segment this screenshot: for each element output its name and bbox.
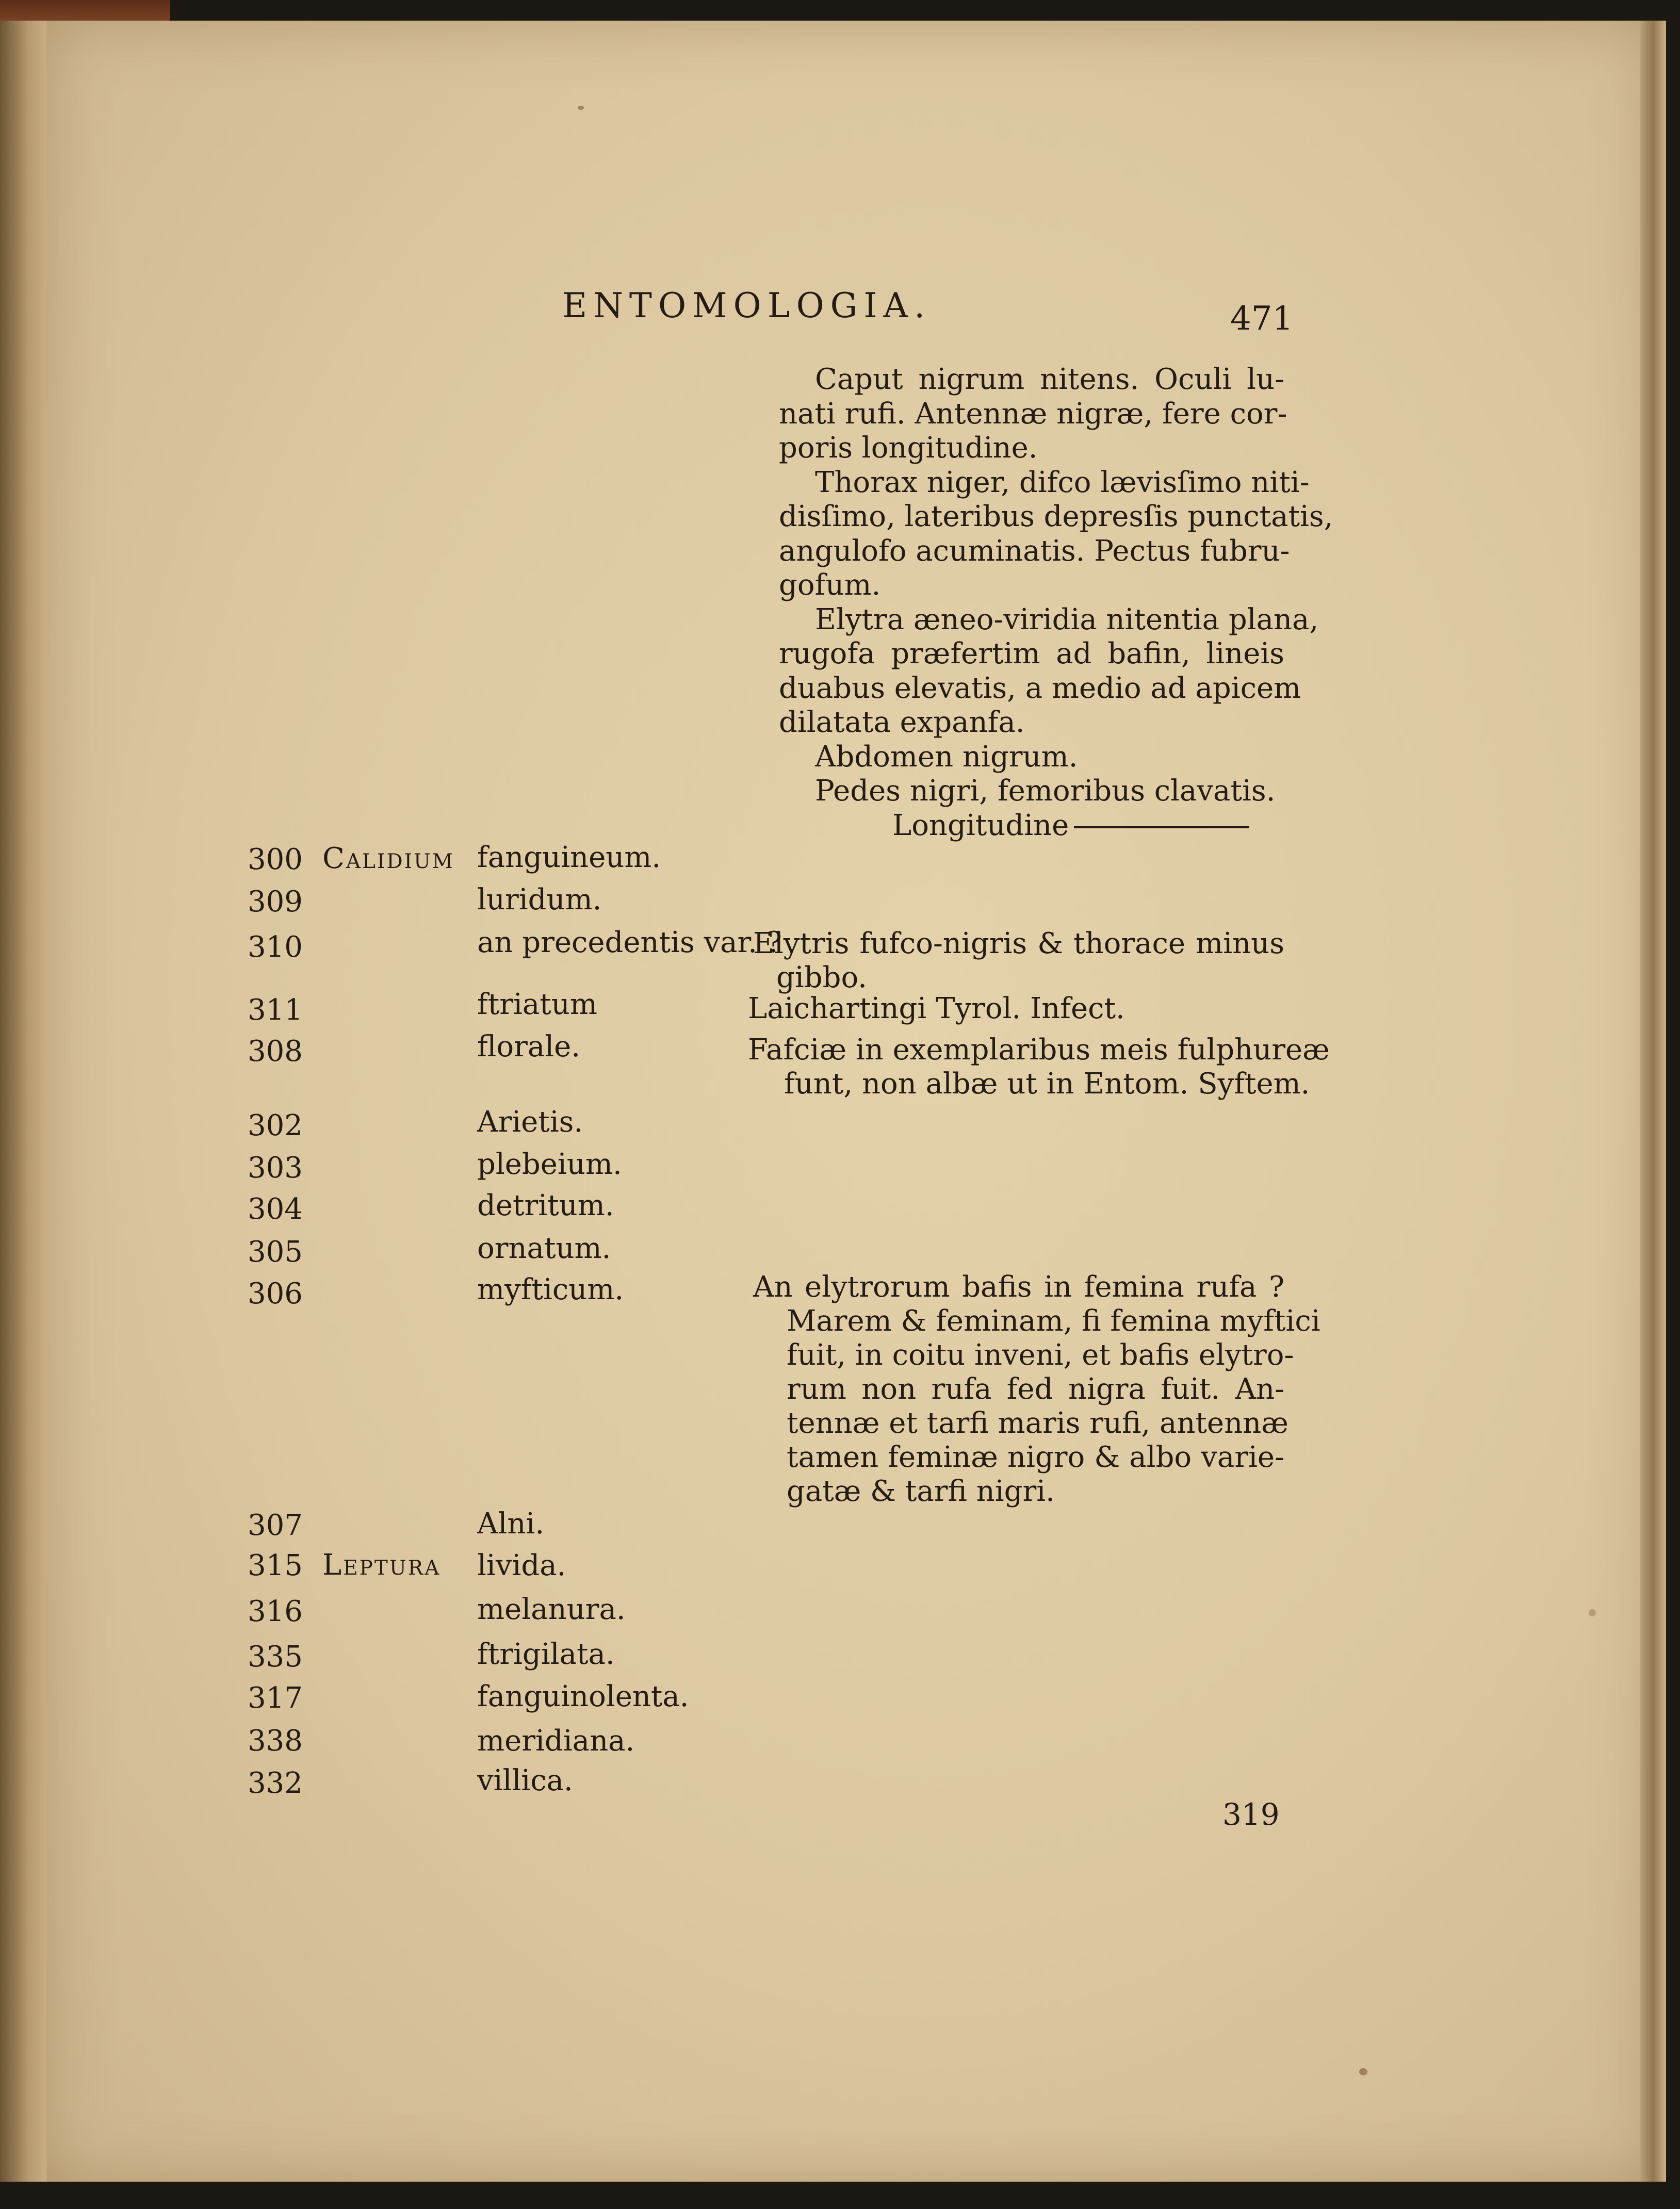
entry-number: 316: [248, 1595, 303, 1628]
description-line: [779, 809, 1284, 843]
entry-number: 307: [248, 1509, 303, 1542]
entry-number: 310: [248, 930, 303, 964]
species-name: fanguinolenta.: [477, 1680, 689, 1713]
genus-name: Calidium: [322, 842, 454, 875]
note-311: [748, 992, 1279, 1026]
note-line: rum non rufa fed nigra fuit. An-: [787, 1372, 1284, 1406]
measurement-blank: [1074, 826, 1249, 828]
species-name: myfticum.: [477, 1273, 624, 1306]
book-spine: [0, 21, 52, 2182]
note-line: An elytrorum bafis in femina rufa ?: [753, 1270, 1284, 1304]
description-line: nati rufi. Antennæ nigræ, fere cor-: [779, 397, 1287, 431]
longitudine-label: Longitudine: [892, 808, 1069, 842]
entry-number: 338: [248, 1724, 303, 1758]
note-line: Fafciæ in exemplaribus meis fulphureæ: [748, 1033, 1330, 1067]
species-description: [779, 363, 1333, 843]
note-line: Laichartingi Tyrol. Infect.: [748, 992, 1125, 1025]
description-line: duabus elevatis, a medio ad apicem: [779, 671, 1301, 705]
note-line: Elytris fufco-nigris & thorace minus: [753, 927, 1284, 960]
entry-number: 335: [248, 1640, 303, 1674]
book-page: [46, 21, 1656, 2182]
species-name: melanura.: [477, 1593, 626, 1626]
note-308: [748, 1033, 1330, 1101]
entry-number: 306: [248, 1277, 303, 1311]
note-310: [753, 927, 1284, 995]
note-line: tennæ et tarfi maris rufi, antennæ: [787, 1406, 1288, 1440]
species-name: florale.: [477, 1030, 581, 1063]
description-line: angulofo acuminatis. Pectus fubru-: [779, 534, 1290, 568]
description-line: Caput nigrum nitens. Oculi lu-: [815, 363, 1284, 396]
page-number: 471: [1230, 300, 1294, 338]
entry-number: 332: [248, 1766, 303, 1800]
species-name: detritum.: [477, 1189, 614, 1222]
description-line: poris longitudine.: [779, 431, 1038, 465]
entry-number: 300: [248, 843, 303, 876]
note-line: tamen feminæ nigro & albo varie-: [787, 1441, 1284, 1474]
species-name: plebeium.: [477, 1148, 622, 1181]
description-line: disſimo, lateribus depresſis punctatis,: [779, 500, 1333, 533]
species-name: ftriatum: [477, 988, 597, 1021]
paper-speck: [1359, 2068, 1367, 2075]
note-line: funt, non albæ ut in Entom. Syftem.: [784, 1067, 1310, 1101]
genus-name: Leptura: [322, 1548, 441, 1582]
note-line: fuit, in coitu inveni, et bafis elytro-: [787, 1338, 1294, 1372]
species-name: an precedentis var. ?: [477, 926, 782, 959]
note-line: gatæ & tarfi nigri.: [787, 1475, 1055, 1508]
entry-number: 315: [248, 1549, 303, 1582]
species-name: ftrigilata.: [477, 1638, 615, 1671]
entry-number: 311: [248, 993, 303, 1027]
entry-number: 302: [248, 1109, 303, 1142]
species-name: fanguineum.: [477, 841, 661, 874]
species-name: ornatum.: [477, 1232, 611, 1265]
running-header: ENTOMOLOGIA.: [562, 286, 932, 325]
description-line: dilatata expanfa.: [779, 706, 1025, 739]
note-306: [753, 1270, 1320, 1509]
species-name: meridiana.: [477, 1724, 635, 1758]
paper-speck: [578, 106, 584, 110]
description-line: gofum.: [779, 568, 881, 602]
signature-mark: 319: [1222, 1797, 1280, 1832]
entry-number: 305: [248, 1235, 303, 1269]
species-name: luridum.: [477, 883, 602, 917]
entry-number: 303: [248, 1151, 303, 1185]
description-line: rugofa præfertim ad bafin, lineis: [779, 637, 1284, 670]
note-line: Marem & feminam, fi femina myftici: [787, 1304, 1320, 1338]
species-name: villica.: [477, 1764, 573, 1797]
entry-number: 304: [248, 1192, 303, 1226]
description-line: Elytra æneo-viridia nitentia plana,: [815, 602, 1319, 636]
entry-number: 308: [248, 1035, 303, 1068]
species-name: livida.: [477, 1549, 566, 1582]
page-edge: [1640, 21, 1666, 2182]
note-line: gibbo.: [776, 961, 867, 994]
species-name: Alni.: [477, 1507, 545, 1541]
paper-speck: [1589, 1609, 1596, 1616]
species-name: Arietis.: [477, 1105, 583, 1139]
description-line: Thorax niger, difco lævisſimo niti-: [815, 465, 1310, 499]
description-line: Abdomen nigrum.: [815, 740, 1078, 774]
entry-number: 309: [248, 885, 303, 919]
entry-number: 317: [248, 1681, 303, 1715]
description-line: Pedes nigri, femoribus clavatis.: [815, 774, 1276, 808]
